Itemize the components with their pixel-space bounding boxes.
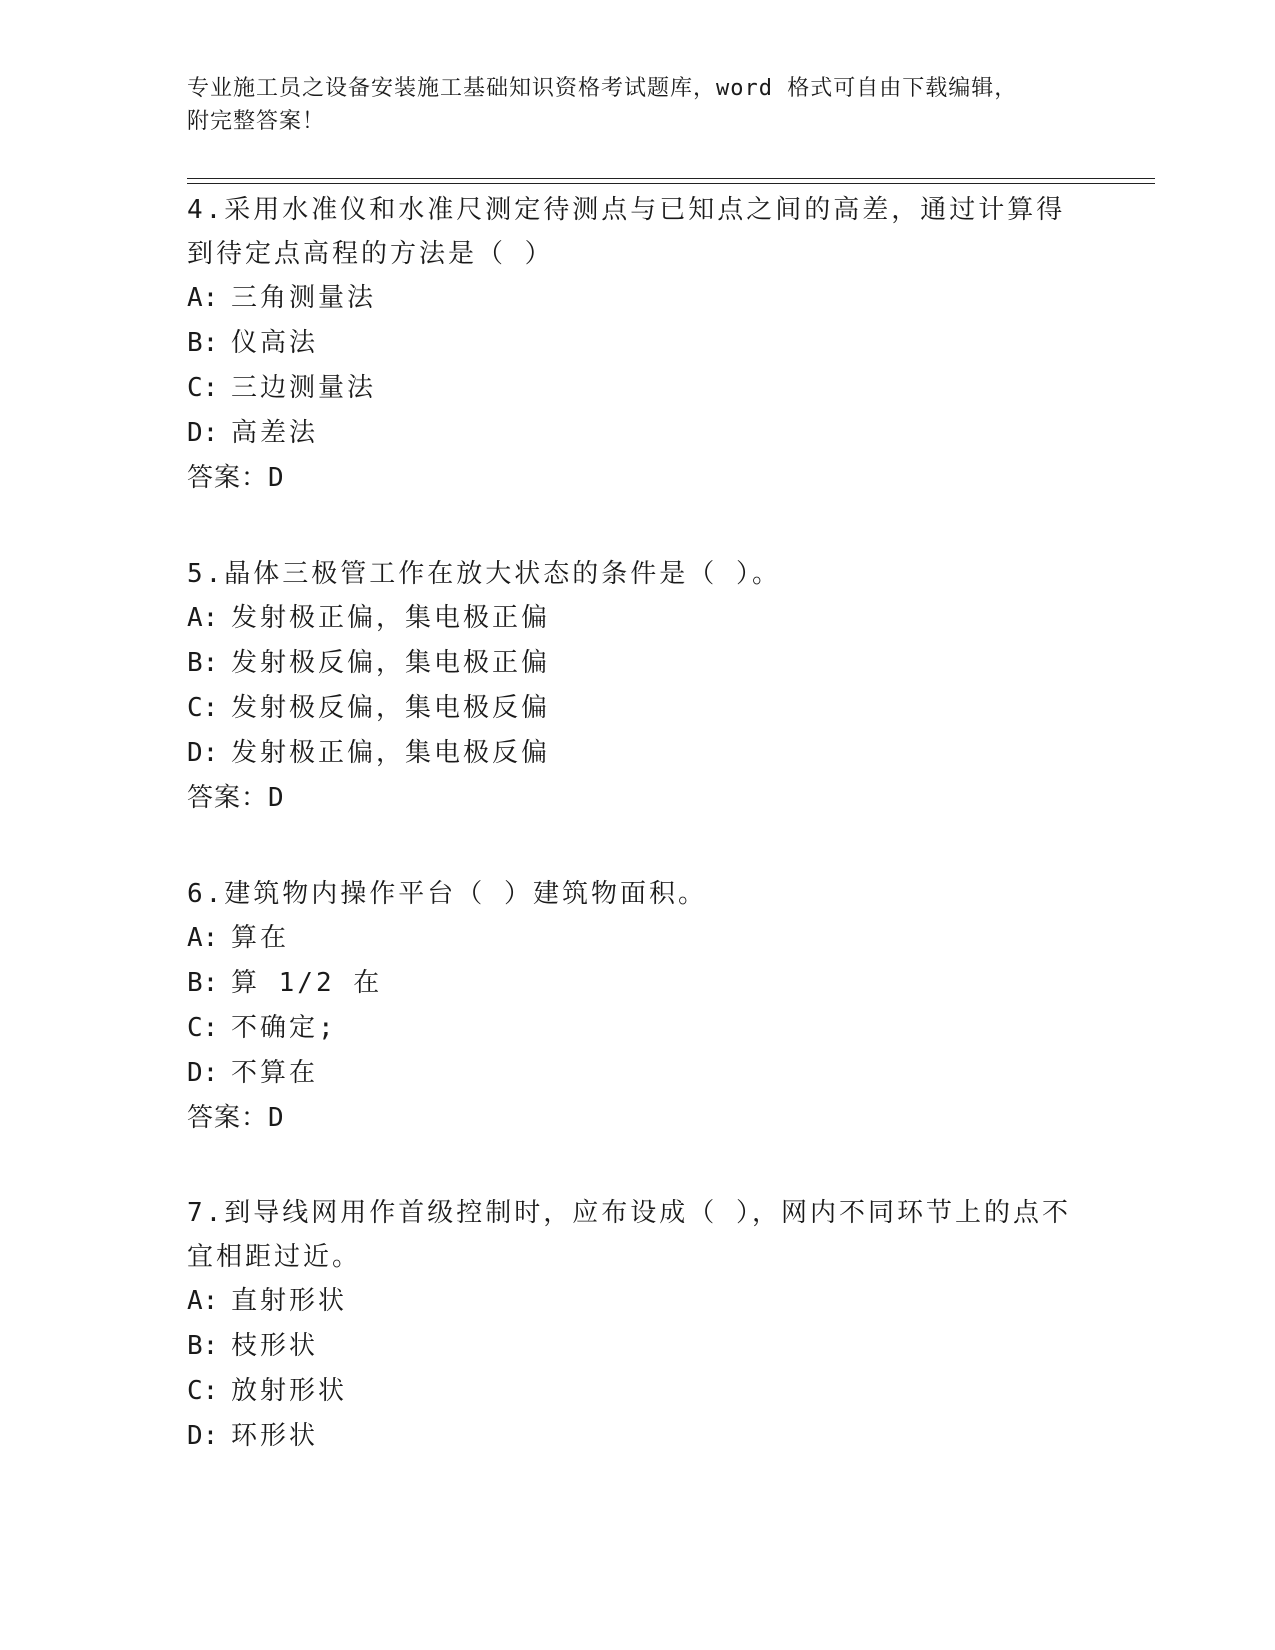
- option-text: 仪高法: [231, 328, 319, 358]
- option-key: B:: [187, 1331, 219, 1361]
- option-key: D:: [187, 418, 219, 448]
- question-stem-line-2: 宜相距过近。: [187, 1242, 362, 1272]
- option-text: 不算在: [231, 1058, 319, 1088]
- answer-line: 答案：D: [187, 783, 285, 813]
- question-4: [187, 188, 1087, 501]
- option-text: 发射极正偏，集电极正偏: [231, 603, 551, 633]
- option-text: 算 1/2 在: [231, 968, 383, 998]
- option-text: 高差法: [231, 418, 319, 448]
- option-a: [187, 916, 1087, 961]
- option-text: 发射极反偏，集电极反偏: [231, 693, 551, 723]
- option-key: C:: [187, 373, 219, 403]
- option-d: [187, 411, 1087, 456]
- option-key: A:: [187, 923, 219, 953]
- option-a: [187, 1279, 1087, 1324]
- option-text: 放射形状: [231, 1376, 348, 1406]
- question-7: [187, 1191, 1087, 1459]
- option-d: [187, 1414, 1087, 1459]
- option-text: 不确定;: [231, 1013, 337, 1043]
- answer-line: 答案：D: [187, 463, 285, 493]
- option-key: A:: [187, 1286, 219, 1316]
- option-c: [187, 366, 1087, 411]
- question-6: [187, 872, 1087, 1141]
- option-c: [187, 686, 1087, 731]
- option-d: [187, 731, 1087, 776]
- option-text: 发射极正偏，集电极反偏: [231, 738, 551, 768]
- option-key: B:: [187, 968, 219, 998]
- option-b: [187, 1324, 1087, 1369]
- option-text: 三边测量法: [231, 373, 377, 403]
- question-5: [187, 552, 1087, 821]
- option-key: D:: [187, 1421, 219, 1451]
- option-b: [187, 321, 1087, 366]
- option-b: [187, 961, 1087, 1006]
- option-key: C:: [187, 693, 219, 723]
- option-text: 三角测量法: [231, 283, 377, 313]
- header-divider-bottom: [187, 183, 1155, 184]
- question-stem-line-1: 4.采用水准仪和水准尺测定待测点与已知点之间的高差，通过计算得: [187, 195, 1066, 225]
- document-header: [187, 72, 1067, 138]
- header-line-2: 附完整答案！: [187, 109, 326, 134]
- option-d: [187, 1051, 1087, 1096]
- option-text: 发射极反偏，集电极正偏: [231, 648, 551, 678]
- answer-line: 答案：D: [187, 1103, 285, 1133]
- question-stem-line-1: 7.到导线网用作首级控制时，应布设成（ ），网内不同环节上的点不: [187, 1198, 1071, 1228]
- option-text: 直射形状: [231, 1286, 348, 1316]
- option-c: [187, 1369, 1087, 1414]
- option-key: C:: [187, 1013, 219, 1043]
- header-divider-top: [187, 178, 1155, 179]
- option-key: D:: [187, 738, 219, 768]
- option-key: B:: [187, 648, 219, 678]
- option-a: [187, 596, 1087, 641]
- question-stem-line-1: 6.建筑物内操作平台（ ）建筑物面积。: [187, 879, 707, 909]
- option-key: B:: [187, 328, 219, 358]
- option-text: 环形状: [231, 1421, 319, 1451]
- option-key: D:: [187, 1058, 219, 1088]
- question-stem-line-1: 5.晶体三极管工作在放大状态的条件是（ ）。: [187, 559, 781, 589]
- option-c: [187, 1006, 1087, 1051]
- option-key: A:: [187, 283, 219, 313]
- option-key: C:: [187, 1376, 219, 1406]
- header-line-1: 专业施工员之设备安装施工基础知识资格考试题库，word 格式可自由下载编辑，: [187, 76, 1018, 101]
- option-key: A:: [187, 603, 219, 633]
- option-b: [187, 641, 1087, 686]
- option-a: [187, 276, 1087, 321]
- option-text: 算在: [231, 923, 290, 953]
- question-stem-line-2: 到待定点高程的方法是（ ）: [187, 239, 554, 269]
- option-text: 枝形状: [231, 1331, 319, 1361]
